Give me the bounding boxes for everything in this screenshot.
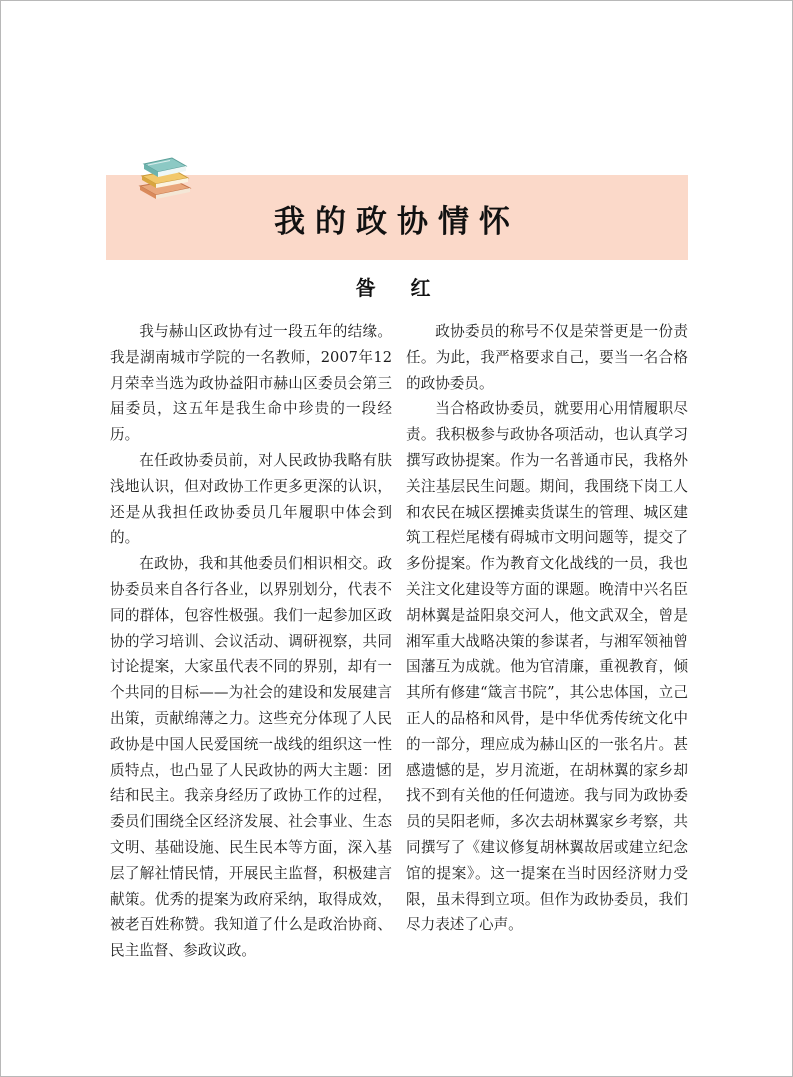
right-column bbox=[406, 319, 688, 938]
paragraph: 政协委员的称号不仅是荣誉更是一份责任。为此，我严格要求自己，要当一名合格的政协委员。 bbox=[406, 323, 688, 392]
paragraph: 当合格政协委员，就要用心用情履职尽责。我积极参与政协各项活动，也认真学习撰写政协提案。作为一名普通市民，我格外关注基层民生问题。期间，我围绕下岗工人和农民在城区摆摊卖货谋生的管理、城区建筑工程烂尾楼有碍城市文明问题等，提交了多份提案。作为教育文化战线的一员，我也关注文化建设等方面的课题。晚清中兴名臣胡林翼是益阳泉交河人，他文武双全，曾是湘军重大战略决策的参谋者，与湘军领袖曾国藩互为成就。他为官清廉，重视教育，倾其所有修建“箴言书院”，其公忠体国，立己正人的品格和风骨，是中华优秀传统文化中的一部分，理应成为赫山区的一张名片。甚感遗憾的是，岁月流逝，在胡林翼的家乡却找不到有关他的任何遗迹。我与同为政协委员的吴阳老师，多次去胡林翼家乡考察，共同撰写了《建议修复胡林翼故居或建立纪念馆的提案》。这一提案在当时因经济财力受限，虽未得到立项。但作为政协委员，我们尽力表述了心声。 bbox=[406, 400, 688, 934]
article-author: 昝 红 bbox=[355, 276, 445, 300]
books-icon bbox=[136, 150, 194, 200]
left-column bbox=[110, 319, 392, 964]
paragraph: 我与赫山区政协有过一段五年的结缘。我是湖南城市学院的一名教师，2007年12月荣幸当选为政协益阳市赫山区委员会第三届委员，这五年是我生命中珍贵的一段经历。 bbox=[110, 323, 392, 444]
paragraph: 在任政协委员前，对人民政协我略有肤浅地认识，但对政协工作更多更深的认识，还是从我担任政协委员几年履职中体会到的。 bbox=[110, 451, 392, 547]
paragraph: 在政协，我和其他委员们相识相交。政协委员来自各行各业，以界别划分，代表不同的群体，包容性极强。我们一起参加区政协的学习培训、会议活动、调研视察，共同讨论提案，大家虽代表不同的界别，却有一个共同的目标——为社会的建设和发展建言出策，贡献绵薄之力。这些充分体现了人民政协是中国人民爱国统一战线的组织这一性质特点，也凸显了人民政协的两大主题：团结和民主。我亲身经历了政协工作的过程，委员们围绕全区经济发展、社会事业、生态文明、基础设施、民生民本等方面，深入基层了解社情民情，开展民主监督，积极建言献策。优秀的提案为政府采纳，取得成效，被老百姓称赞。我知道了什么是政治协商、民主监督、参政议政。 bbox=[110, 555, 392, 960]
article-title: 我的政协情怀 bbox=[274, 204, 520, 240]
